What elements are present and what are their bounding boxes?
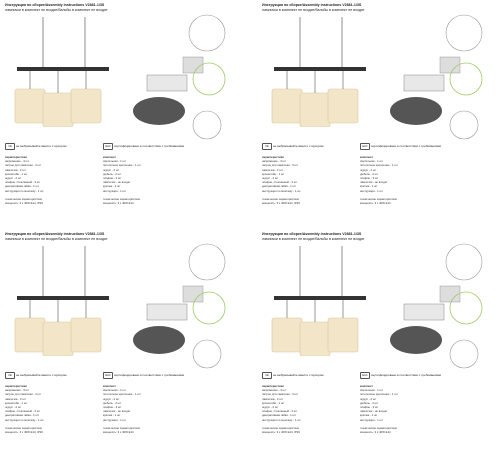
cell-title: Инструкция по сборке/Assembly instructions V2881-1/3S (5, 3, 105, 7)
cell-subtitle: лампочки в комплект не входят/бальбы в комплект не входят (5, 237, 108, 241)
certification-note: сертифицировано в соответствии с требованиями (114, 373, 185, 377)
certification-note: сертифицировано в соответствии с требованиями (371, 144, 442, 148)
instruction-cell-2 (262, 3, 488, 218)
spec-list-right: комплект светильник - 1 шт потолочное крепление - 1 шт шуруп - 2 шт дюбель - 2 шт плафон - 3 шт лампочки - не входят крепеж - 1 шт инструкция - 1 шт технические характеристики мощность: 3 x 40W E14 (360, 155, 398, 206)
assembly-diagram (123, 13, 229, 143)
spec-list-left: характеристики напряжение - 3 шт патрон для лампочки - 3 шт лампочка - 3 шт кронштейн - 1 шт шуруп - 2 шт плафон, стеклянный - 3 шт декоративная гайка - 1 шт инструкция по монтажу - 1 шт технические характеристики мощность: 3 x 40W E14, IP20 (5, 384, 44, 435)
certification-row (5, 143, 231, 151)
assembly-diagram (123, 242, 229, 372)
cell-title: Инструкция по сборке/Assembly instructions V2881-1/3S (5, 232, 105, 236)
lamp-illustration (262, 17, 372, 127)
header (262, 232, 488, 242)
cell-title: Инструкция по сборке/Assembly instructions V2881-1/3S (262, 3, 362, 7)
header (5, 232, 231, 242)
disposal-note: не выбрасывайте вместе с мусором (16, 144, 67, 148)
spec-list-left: характеристики напряжение - 3 шт патрон для лампочки - 3 шт лампочка - 3 шт кронштейн - 1 шт шуруп - 2 шт плафон, стеклянный - 3 шт декоративная гайка - 1 шт инструкция по монтажу - 1 шт технические характеристики мощность: 3 x 40W E14, IP20 (262, 384, 301, 435)
certification-row (262, 143, 488, 151)
eac-icon: EAC (103, 372, 113, 379)
spec-list-right: комплект светильник - 1 шт потолочное крепление - 1 шт шуруп - 2 шт дюбель - 2 шт плафон - 3 шт лампочки - не входят крепеж - 1 шт инструкция - 1 шт технические характеристики мощность: 3 x 40W E14 (103, 384, 141, 435)
instruction-cell-4 (262, 232, 488, 447)
ce-icon: CE (5, 372, 15, 379)
assembly-diagram (380, 13, 486, 143)
spec-list-right: комплект светильник - 1 шт потолочное крепление - 1 шт шуруп - 2 шт дюбель - 2 шт плафон - 3 шт лампочки - не входят крепеж - 1 шт инструкция - 1 шт технические характеристики мощность: 3 x 40W E14 (103, 155, 141, 206)
spec-list-left: характеристики напряжение - 3 шт патрон для лампочки - 3 шт лампочка - 3 шт кронштейн - 1 шт шуруп - 2 шт плафон, стеклянный - 3 шт декоративная гайка - 1 шт инструкция по монтажу - 1 шт технические характеристики мощность: 3 x 40W E14, IP20 (5, 155, 44, 206)
disposal-note: не выбрасывайте вместе с мусором (16, 373, 67, 377)
eac-icon: EAC (360, 372, 370, 379)
assembly-diagram (380, 242, 486, 372)
ce-icon: CE (5, 143, 15, 150)
cell-title: Инструкция по сборке/Assembly instructions V2881-1/3S (262, 232, 362, 236)
lamp-illustration (5, 246, 115, 356)
ce-icon: CE (262, 372, 272, 379)
certification-note: сертифицировано в соответствии с требованиями (371, 373, 442, 377)
eac-icon: EAC (103, 143, 113, 150)
header (5, 3, 231, 13)
header (262, 3, 488, 13)
instruction-cell-1 (5, 3, 231, 218)
disposal-note: не выбрасывайте вместе с мусором (273, 144, 324, 148)
spec-list-left: характеристики напряжение - 3 шт патрон для лампочки - 3 шт лампочка - 3 шт кронштейн - 1 шт шуруп - 2 шт плафон, стеклянный - 3 шт декоративная гайка - 1 шт инструкция по монтажу - 1 шт технические характеристики мощность: 3 x 40W E14, IP20 (262, 155, 301, 206)
cell-subtitle: лампочки в комплект не входят/бальбы в комплект не входят (262, 8, 365, 12)
eac-icon: EAC (360, 143, 370, 150)
lamp-illustration (262, 246, 372, 356)
cell-subtitle: лампочки в комплект не входят/бальбы в комплект не входят (5, 8, 108, 12)
certification-row (262, 372, 488, 380)
disposal-note: не выбрасывайте вместе с мусором (273, 373, 324, 377)
instruction-cell-3 (5, 232, 231, 447)
ce-icon: CE (262, 143, 272, 150)
lamp-illustration (5, 17, 115, 127)
certification-note: сертифицировано в соответствии с требованиями (114, 144, 185, 148)
cell-subtitle: лампочки в комплект не входят/бальбы в комплект не входят (262, 237, 365, 241)
certification-row (5, 372, 231, 380)
spec-list-right: комплект светильник - 1 шт потолочное крепление - 1 шт шуруп - 2 шт дюбель - 2 шт плафон - 3 шт лампочки - не входят крепеж - 1 шт инструкция - 1 шт технические характеристики мощность: 3 x 40W E14 (360, 384, 398, 435)
